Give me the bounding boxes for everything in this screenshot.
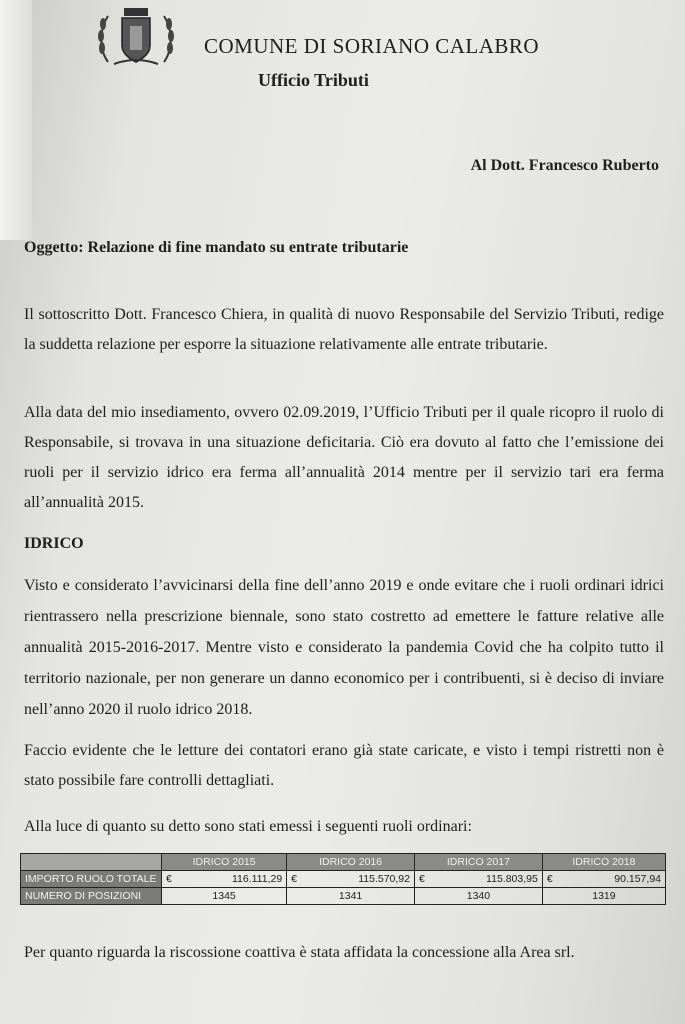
table-header-cell: IDRICO 2018 (542, 854, 665, 871)
pen-underline-mark (24, 428, 664, 518)
office-name: Ufficio Tributi (258, 70, 369, 90)
recipient-line: Al Dott. Francesco Ruberto (470, 157, 659, 174)
count-cell: 1340 (415, 888, 543, 905)
paragraph-situation: Alla data del mio insediamento, ovvero 02.09.2019, l’Ufficio Tributi per il quale ricopro il ruolo di Responsabile, si trovava in una situazione deficitaria. Ciò era dovuto al fatto che l’emissione dei ruoli per il servizio idrico era ferma all’annualità 2014 mentre per il servizio tari era ferma all’annualità 2015. (24, 404, 664, 511)
row-label: IMPORTO RUOLO TOTALE (21, 871, 162, 888)
paper-edge (0, 0, 32, 240)
amount-cell: € 115.570,92 (287, 871, 415, 888)
table-header-row (21, 854, 666, 871)
paragraph-letture: Faccio evidente che le letture dei contatori erano già state caricate, e visto i tempi ristretti non è stato possibile fare controlli dettagliati. (24, 742, 664, 789)
table-row (21, 871, 666, 888)
count-cell: 1341 (287, 888, 415, 905)
table-row (21, 888, 666, 905)
count-cell: 1345 (162, 888, 287, 905)
paragraph-intro: Il sottoscritto Dott. Francesco Chiera, in qualità di nuovo Responsabile del Servizio Tributi, redige la suddetta relazione per esporre la situazione relativamente alle entrate tributarie. (24, 306, 664, 353)
municipality-name: COMUNE DI SORIANO CALABRO (204, 34, 540, 58)
count-cell: 1319 (542, 888, 665, 905)
table-header-cell: IDRICO 2015 (162, 854, 287, 871)
paragraph-riscossione: Per quanto riguarda la riscossione coattiva è stata affidata la concessione alla Area srl. (24, 944, 575, 961)
paragraph-idrico: Visto e considerato l’avvicinarsi della fine dell’anno 2019 e onde evitare che i ruoli ordinari idrici rientrassero nella prescrizione biennale, sono stato costretto ad emettere le fatture relative alle annualità 2015-2016-2017. Mentre visto e considerato la pandemia Covid che ha colpito tutto il territorio nazionale, per non generare un danno economico per i contribuenti, si è deciso di inviare nell’anno 2020 il ruolo idrico 2018. (24, 577, 664, 718)
municipal-crest-icon (94, 4, 178, 70)
table-header-cell: IDRICO 2016 (287, 854, 415, 871)
ruoli-table (20, 853, 666, 905)
table-corner-cell (21, 854, 162, 871)
amount-cell: € 90.157,94 (542, 871, 665, 888)
amount-cell: € 116.111,29 (162, 871, 287, 888)
row-label: NUMERO DI POSIZIONI (21, 888, 162, 905)
table-header-cell: IDRICO 2017 (415, 854, 543, 871)
subject-line: Oggetto: Relazione di fine mandato su entrate tributarie (24, 239, 409, 256)
paragraph-ruoli-intro: Alla luce di quanto su detto sono stati emessi i seguenti ruoli ordinari: (24, 818, 472, 835)
section-heading: IDRICO (24, 535, 84, 552)
amount-cell: € 115.803,95 (415, 871, 543, 888)
